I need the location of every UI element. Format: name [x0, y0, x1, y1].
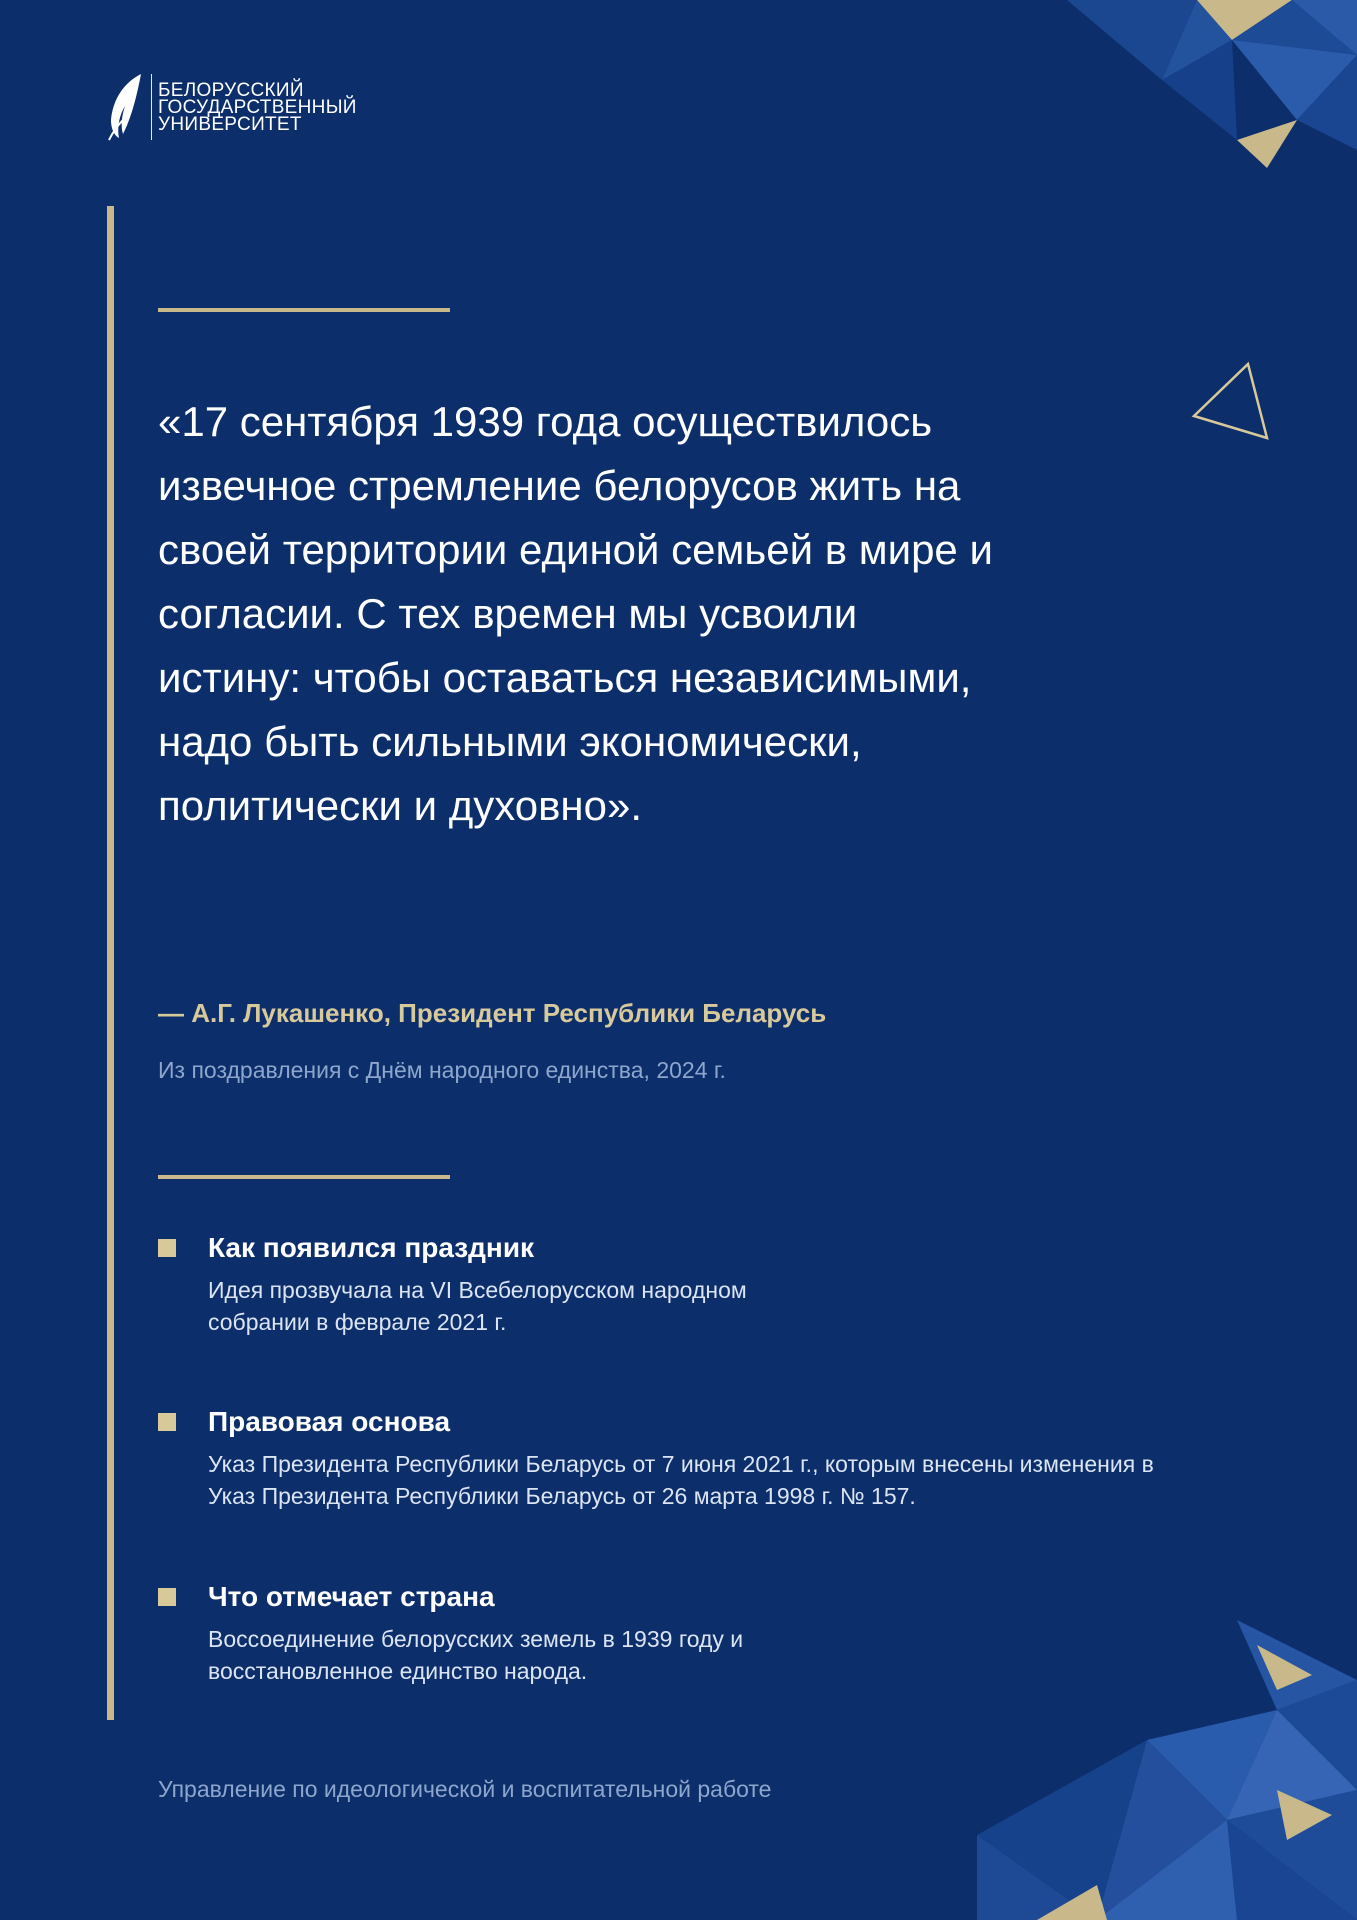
fact-title: Что отмечает страна: [208, 1581, 495, 1612]
square-bullet-icon: [158, 1413, 176, 1431]
divider-top: [158, 308, 450, 312]
fact-text-line: собрании в феврале 2021 г.: [208, 1309, 507, 1335]
fact-text-line: Воссоединение белорусских земель в 1939 году и: [208, 1626, 744, 1652]
logo-line-1: БЕЛОРУССКИЙ: [158, 79, 304, 101]
quote-line: надо быть сильными экономически,: [158, 718, 862, 765]
square-bullet-icon: [158, 1239, 176, 1257]
quote-line: политически и духовно».: [158, 782, 643, 829]
logo-line-3: УНИВЕРСИТЕТ: [158, 113, 302, 135]
logo-wordmark: [158, 79, 357, 135]
decorative-polygons-bottom: [977, 1620, 1357, 1920]
quote-line: извечное стремление белорусов жить на: [158, 462, 961, 509]
fact-text-line: Указ Президента Республики Беларусь от 7 июня 2021 г., которым внесены изменения в: [208, 1451, 1154, 1477]
quote-block: [158, 390, 1078, 838]
fact-text: [208, 1623, 743, 1687]
footer-department: Управление по идеологической и воспитательной работе: [158, 1776, 772, 1802]
fact-text: [208, 1448, 1154, 1512]
vertical-accent-rule: [107, 206, 114, 1720]
divider-bottom: [158, 1175, 450, 1179]
fact-text-line: Указ Президента Республики Беларусь от 26 марта 1998 г. № 157.: [208, 1483, 916, 1509]
logo-line-2: ГОСУДАРСТВЕННЫЙ: [158, 96, 357, 118]
fact-title: Правовая основа: [208, 1406, 451, 1437]
quote-author: — А.Г. Лукашенко, Президент Республики Беларусь: [158, 998, 827, 1028]
university-logo: [105, 72, 357, 142]
quote-line: согласии. С тех времен мы усвоили: [158, 590, 858, 637]
fact-title: Как появился праздник: [208, 1232, 535, 1263]
triangle-outline-icon: [1190, 360, 1270, 440]
square-bullet-icon: [158, 1588, 176, 1606]
fact-text-line: восстановленное единство народа.: [208, 1658, 588, 1684]
fact-text-line: Идея прозвучала на VI Всебелорусском народном: [208, 1277, 747, 1303]
quill-feather-icon: [105, 72, 147, 142]
quote-line: своей территории единой семьей в мире и: [158, 526, 993, 573]
decorative-polygons-top: [1067, 0, 1357, 180]
quote-line: истину: чтобы оставаться независимыми,: [158, 654, 972, 701]
logo-divider: [151, 74, 152, 140]
quote-source: Из поздравления с Днём народного единства, 2024 г.: [158, 1057, 726, 1083]
fact-text: [208, 1274, 747, 1338]
quote-line: «17 сентября 1939 года осуществилось: [158, 398, 933, 445]
